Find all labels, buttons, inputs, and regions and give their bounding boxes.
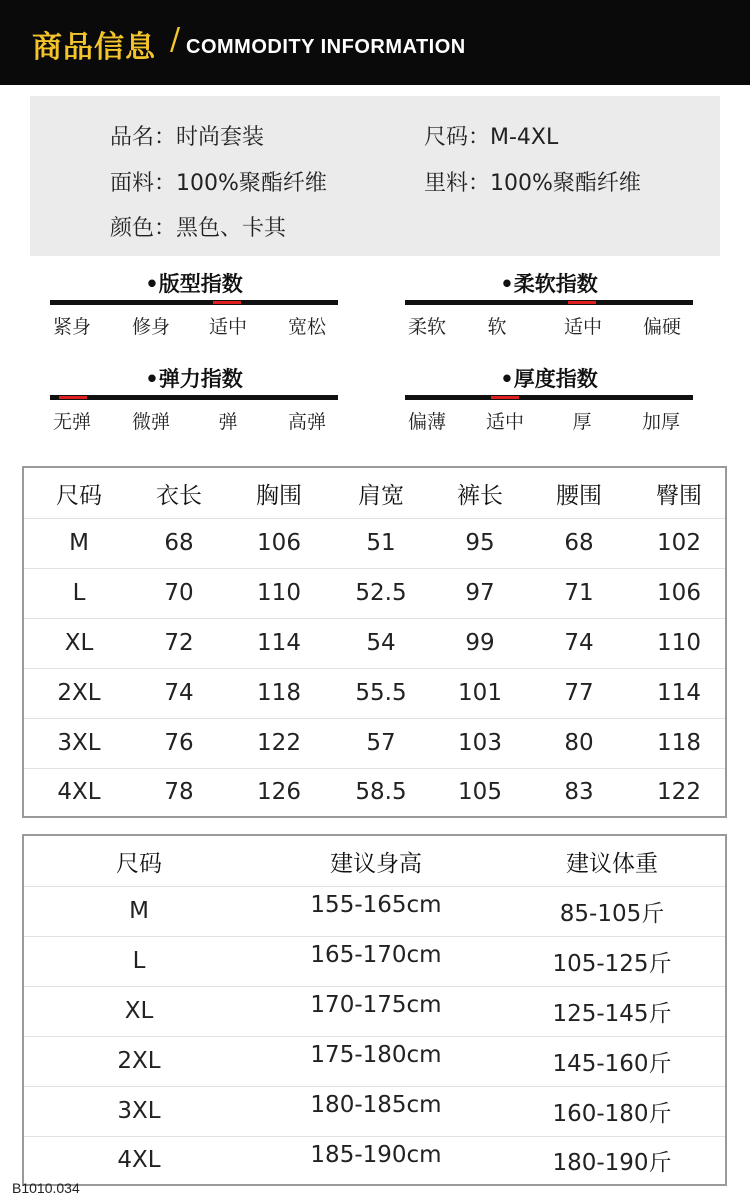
table-cell: 72 [164, 630, 194, 656]
index-label: 微弹 [131, 411, 171, 433]
index-label: 软 [487, 316, 507, 338]
header-title-cn: 商品信息 [32, 30, 156, 65]
index-elasticity [50, 363, 338, 433]
index-line [50, 395, 338, 400]
table-cell: 102 [657, 530, 701, 556]
table-cell: 74 [164, 680, 194, 706]
size-table [22, 466, 727, 818]
index-line [405, 395, 693, 400]
table-cell: 99 [465, 630, 495, 656]
table-cell: 2XL [117, 1048, 161, 1074]
table-cell: 185-190cm [310, 1142, 442, 1168]
info-product-name: 品名：时尚套装 [110, 125, 265, 150]
table-cell: 97 [465, 580, 495, 606]
info-size-range: 尺码：M-4XL [424, 125, 559, 150]
table-header-cell: 肩宽 [358, 482, 404, 509]
table-cell: 110 [257, 580, 301, 606]
index-line [405, 300, 693, 305]
table-cell: 55.5 [355, 680, 407, 706]
table-cell: 57 [366, 730, 396, 756]
table-cell: 54 [366, 630, 396, 656]
table-cell: L [132, 948, 146, 974]
table-cell: 106 [257, 530, 301, 556]
index-marker [213, 301, 241, 304]
table-cell: 71 [564, 580, 594, 606]
table-cell: 68 [564, 530, 594, 556]
header-title-en: COMMODITY INFORMATION [186, 36, 466, 58]
index-line [50, 300, 338, 305]
table-row [24, 1086, 725, 1137]
table-header-cell: 尺码 [56, 482, 102, 509]
table-row [24, 568, 725, 619]
table-cell: 52.5 [355, 580, 407, 606]
table-cell: 4XL [57, 779, 101, 805]
table-row [24, 668, 725, 719]
info-lining: 里料：100%聚酯纤维 [424, 171, 641, 196]
table-header-cell: 尺码 [116, 850, 162, 877]
table-cell: 160-180斤 [552, 1100, 672, 1127]
table-cell: M [69, 530, 89, 556]
table-header-cell: 腰围 [556, 482, 602, 509]
product-code: B1010.034 [12, 1180, 80, 1196]
table-cell: 68 [164, 530, 194, 556]
table-header-row [24, 836, 725, 887]
index-softness [405, 268, 693, 338]
table-row [24, 886, 725, 937]
index-label: 紧身 [52, 316, 92, 338]
table-cell: 51 [366, 530, 396, 556]
table-row [24, 718, 725, 769]
index-marker [568, 301, 596, 304]
table-cell: M [129, 898, 149, 924]
index-label: 适中 [563, 316, 603, 338]
table-cell: 175-180cm [310, 1042, 442, 1068]
table-cell: 122 [657, 779, 701, 805]
table-row [24, 618, 725, 669]
index-label: 修身 [131, 316, 171, 338]
table-cell: 77 [564, 680, 594, 706]
table-cell: 70 [164, 580, 194, 606]
table-row [24, 1036, 725, 1087]
table-cell: XL [64, 630, 94, 656]
index-fit [50, 268, 338, 338]
index-title: •厚度指数 [500, 367, 598, 391]
table-cell: 3XL [57, 730, 101, 756]
index-label: 偏硬 [642, 316, 682, 338]
index-thickness [405, 363, 693, 433]
table-cell: 103 [458, 730, 502, 756]
table-cell: 85-105斤 [559, 900, 665, 927]
table-cell: 155-165cm [310, 892, 442, 918]
index-label: 柔软 [407, 316, 447, 338]
table-cell: 114 [257, 630, 301, 656]
table-cell: XL [124, 998, 154, 1024]
table-row [24, 768, 725, 816]
index-label: 宽松 [287, 316, 327, 338]
table-header-cell: 衣长 [156, 482, 202, 509]
table-cell: 118 [657, 730, 701, 756]
table-cell: 78 [164, 779, 194, 805]
table-cell: 125-145斤 [552, 1000, 672, 1027]
table-cell: L [72, 580, 86, 606]
table-cell: 180-185cm [310, 1092, 442, 1118]
table-cell: 76 [164, 730, 194, 756]
table-cell: 145-160斤 [552, 1050, 672, 1077]
table-row [24, 986, 725, 1037]
fit-table [22, 834, 727, 1186]
index-title: •版型指数 [145, 272, 243, 296]
table-cell: 106 [657, 580, 701, 606]
info-fabric: 面料：100%聚酯纤维 [110, 171, 327, 196]
table-cell: 110 [657, 630, 701, 656]
table-cell: 170-175cm [310, 992, 442, 1018]
index-title: •弹力指数 [145, 367, 243, 391]
table-cell: 3XL [117, 1098, 161, 1124]
table-row [24, 518, 725, 569]
table-header-row [24, 468, 725, 519]
index-label: 弹 [218, 411, 238, 433]
table-header-cell: 胸围 [256, 482, 302, 509]
index-marker [491, 396, 519, 399]
table-header-cell: 裤长 [457, 482, 503, 509]
index-label: 高弹 [287, 411, 327, 433]
table-cell: 114 [657, 680, 701, 706]
index-label: 偏薄 [407, 411, 447, 433]
table-cell: 105 [458, 779, 502, 805]
index-label: 适中 [485, 411, 525, 433]
info-color: 颜色：黑色、卡其 [110, 216, 287, 241]
table-cell: 180-190斤 [552, 1149, 672, 1176]
table-header-cell: 建议体重 [566, 850, 658, 877]
table-header-cell: 建议身高 [330, 850, 422, 877]
table-cell: 4XL [117, 1147, 161, 1173]
table-cell: 101 [458, 680, 502, 706]
index-title: •柔软指数 [500, 272, 598, 296]
table-header-cell: 臀围 [656, 482, 702, 509]
table-cell: 165-170cm [310, 942, 442, 968]
index-marker [59, 396, 87, 399]
index-label: 加厚 [641, 411, 681, 433]
table-row [24, 936, 725, 987]
index-label: 无弹 [52, 411, 92, 433]
table-cell: 105-125斤 [552, 950, 672, 977]
header-slash: / [170, 22, 181, 57]
table-cell: 122 [257, 730, 301, 756]
table-cell: 2XL [57, 680, 101, 706]
table-cell: 83 [564, 779, 594, 805]
table-cell: 58.5 [355, 779, 407, 805]
index-label: 厚 [572, 411, 592, 433]
table-cell: 80 [564, 730, 594, 756]
table-cell: 95 [465, 530, 495, 556]
table-cell: 74 [564, 630, 594, 656]
table-cell: 126 [257, 779, 301, 805]
header-banner [0, 0, 750, 85]
table-row [24, 1136, 725, 1184]
table-cell: 118 [257, 680, 301, 706]
index-label: 适中 [208, 316, 248, 338]
